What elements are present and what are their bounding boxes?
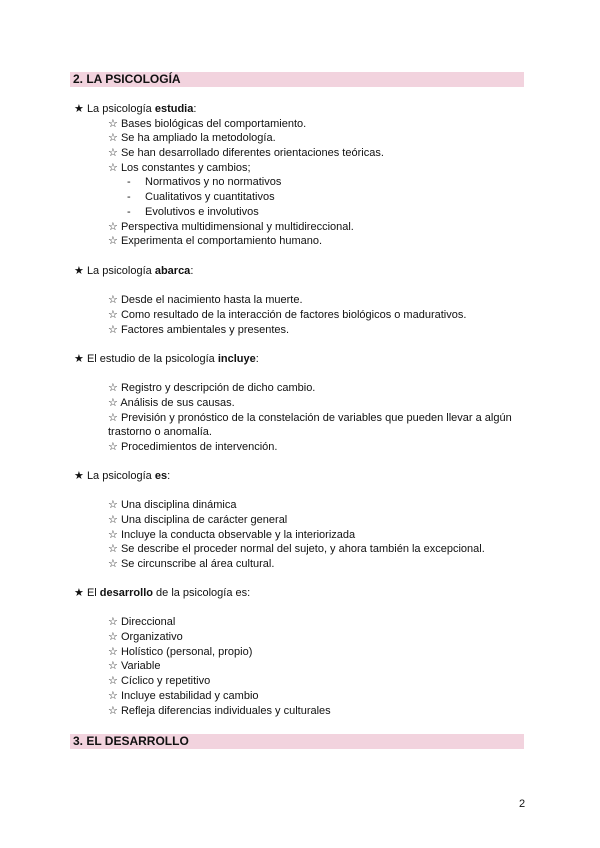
- es-intro: ★ La psicología es:: [74, 470, 171, 482]
- list-item: ☆ Análisis de sus causas.: [108, 397, 235, 410]
- list-item: ☆ Organizativo: [108, 631, 183, 644]
- hollow-star-icon: ☆: [108, 294, 118, 307]
- hollow-star-icon: ☆: [108, 382, 118, 395]
- hollow-star-icon: ☆: [108, 631, 118, 644]
- list-item: ☆ Cíclico y repetitivo: [108, 675, 211, 688]
- es-section: [74, 469, 524, 572]
- abarca-intro: ★ La psicología abarca:: [74, 265, 194, 277]
- hollow-star-icon: ☆: [108, 161, 118, 174]
- incluye-section: [74, 352, 524, 455]
- list-item: ☆ Holístico (personal, propio): [108, 645, 253, 658]
- sub-list-item: - Cualitativos y cuantitativos: [127, 191, 275, 204]
- desarrollo-section: [74, 586, 524, 718]
- filled-star-icon: ★: [74, 103, 84, 115]
- estudia-intro: ★ La psicología estudia:: [74, 103, 197, 115]
- list-item: ☆ Perspectiva multidimensional y multidireccional.: [108, 220, 354, 233]
- abarca-section: [74, 264, 524, 337]
- list-item: ☆ Previsión y pronóstico de la constelación de variables que pueden llevar a algún: [108, 411, 512, 424]
- list-item: ☆ Se han desarrollado diferentes orientaciones teóricas.: [108, 147, 384, 160]
- list-item: ☆ Una disciplina dinámica: [108, 499, 237, 512]
- list-item: ☆ Bases biológicas del comportamiento.: [108, 117, 307, 130]
- hollow-star-icon: ☆: [108, 704, 118, 717]
- hollow-star-icon: ☆: [108, 675, 118, 688]
- sub-list-item: - Evolutivos e involutivos: [127, 205, 259, 218]
- desarrollo-intro: ★ El desarrollo de la psicología es:: [74, 587, 251, 599]
- filled-star-icon: ★: [74, 353, 84, 365]
- filled-star-icon: ★: [74, 265, 84, 277]
- list-item: ☆ Variable: [108, 660, 161, 673]
- hollow-star-icon: ☆: [108, 689, 118, 702]
- hollow-star-icon: ☆: [108, 543, 118, 556]
- dash-icon: -: [127, 205, 131, 218]
- hollow-star-icon: ☆: [108, 323, 118, 336]
- filled-star-icon: ★: [74, 470, 84, 482]
- page-number: 2: [519, 798, 526, 810]
- sub-list-item: - Normativos y no normativos: [127, 176, 282, 189]
- list-item: ☆ Incluye estabilidad y cambio: [108, 689, 259, 702]
- list-item: ☆ Como resultado de la interacción de factores biológicos o madurativos.: [108, 309, 467, 322]
- filled-star-icon: ★: [74, 587, 84, 599]
- hollow-star-icon: ☆: [108, 117, 118, 130]
- list-item: ☆ Experimenta el comportamiento humano.: [108, 235, 323, 248]
- list-item: ☆ Una disciplina de carácter general: [108, 514, 288, 527]
- dash-icon: -: [127, 191, 131, 204]
- list-item: ☆ Los constantes y cambios;: [108, 161, 251, 174]
- incluye-intro: ★ El estudio de la psicología incluye:: [74, 353, 259, 365]
- hollow-star-icon: ☆: [108, 235, 118, 248]
- hollow-star-icon: ☆: [108, 616, 118, 629]
- list-item: ☆ Procedimientos de intervención.: [108, 441, 278, 454]
- section-2-heading: 2. LA PSICOLOGÍA: [70, 72, 524, 87]
- hollow-star-icon: ☆: [108, 514, 118, 527]
- hollow-star-icon: ☆: [108, 660, 118, 673]
- estudia-section: [74, 102, 524, 249]
- list-item-continuation: trastorno o anomalía.: [108, 426, 212, 439]
- list-item: ☆ Direccional: [108, 616, 176, 629]
- hollow-star-icon: ☆: [108, 558, 118, 571]
- dash-icon: -: [127, 176, 131, 189]
- hollow-star-icon: ☆: [108, 132, 118, 145]
- hollow-star-icon: ☆: [108, 309, 118, 322]
- section-3-heading: 3. EL DESARROLLO: [70, 734, 524, 749]
- list-item: ☆ Se circunscribe al área cultural.: [108, 558, 275, 571]
- hollow-star-icon: ☆: [108, 645, 118, 658]
- hollow-star-icon: ☆: [108, 499, 118, 512]
- hollow-star-icon: ☆: [108, 220, 118, 233]
- list-item: ☆ Se describe el proceder normal del sujeto, y ahora también la excepcional.: [108, 543, 485, 556]
- hollow-star-icon: ☆: [108, 397, 118, 410]
- list-item: ☆ Refleja diferencias individuales y culturales: [108, 704, 331, 717]
- list-item: ☆ Registro y descripción de dicho cambio.: [108, 382, 316, 395]
- hollow-star-icon: ☆: [108, 441, 118, 454]
- list-item: ☆ Desde el nacimiento hasta la muerte.: [108, 294, 303, 307]
- hollow-star-icon: ☆: [108, 528, 118, 541]
- hollow-star-icon: ☆: [108, 411, 118, 424]
- list-item: ☆ Factores ambientales y presentes.: [108, 323, 290, 336]
- hollow-star-icon: ☆: [108, 147, 118, 160]
- list-item: ☆ Se ha ampliado la metodología.: [108, 132, 276, 145]
- list-item: ☆ Incluye la conducta observable y la interiorizada: [108, 528, 356, 541]
